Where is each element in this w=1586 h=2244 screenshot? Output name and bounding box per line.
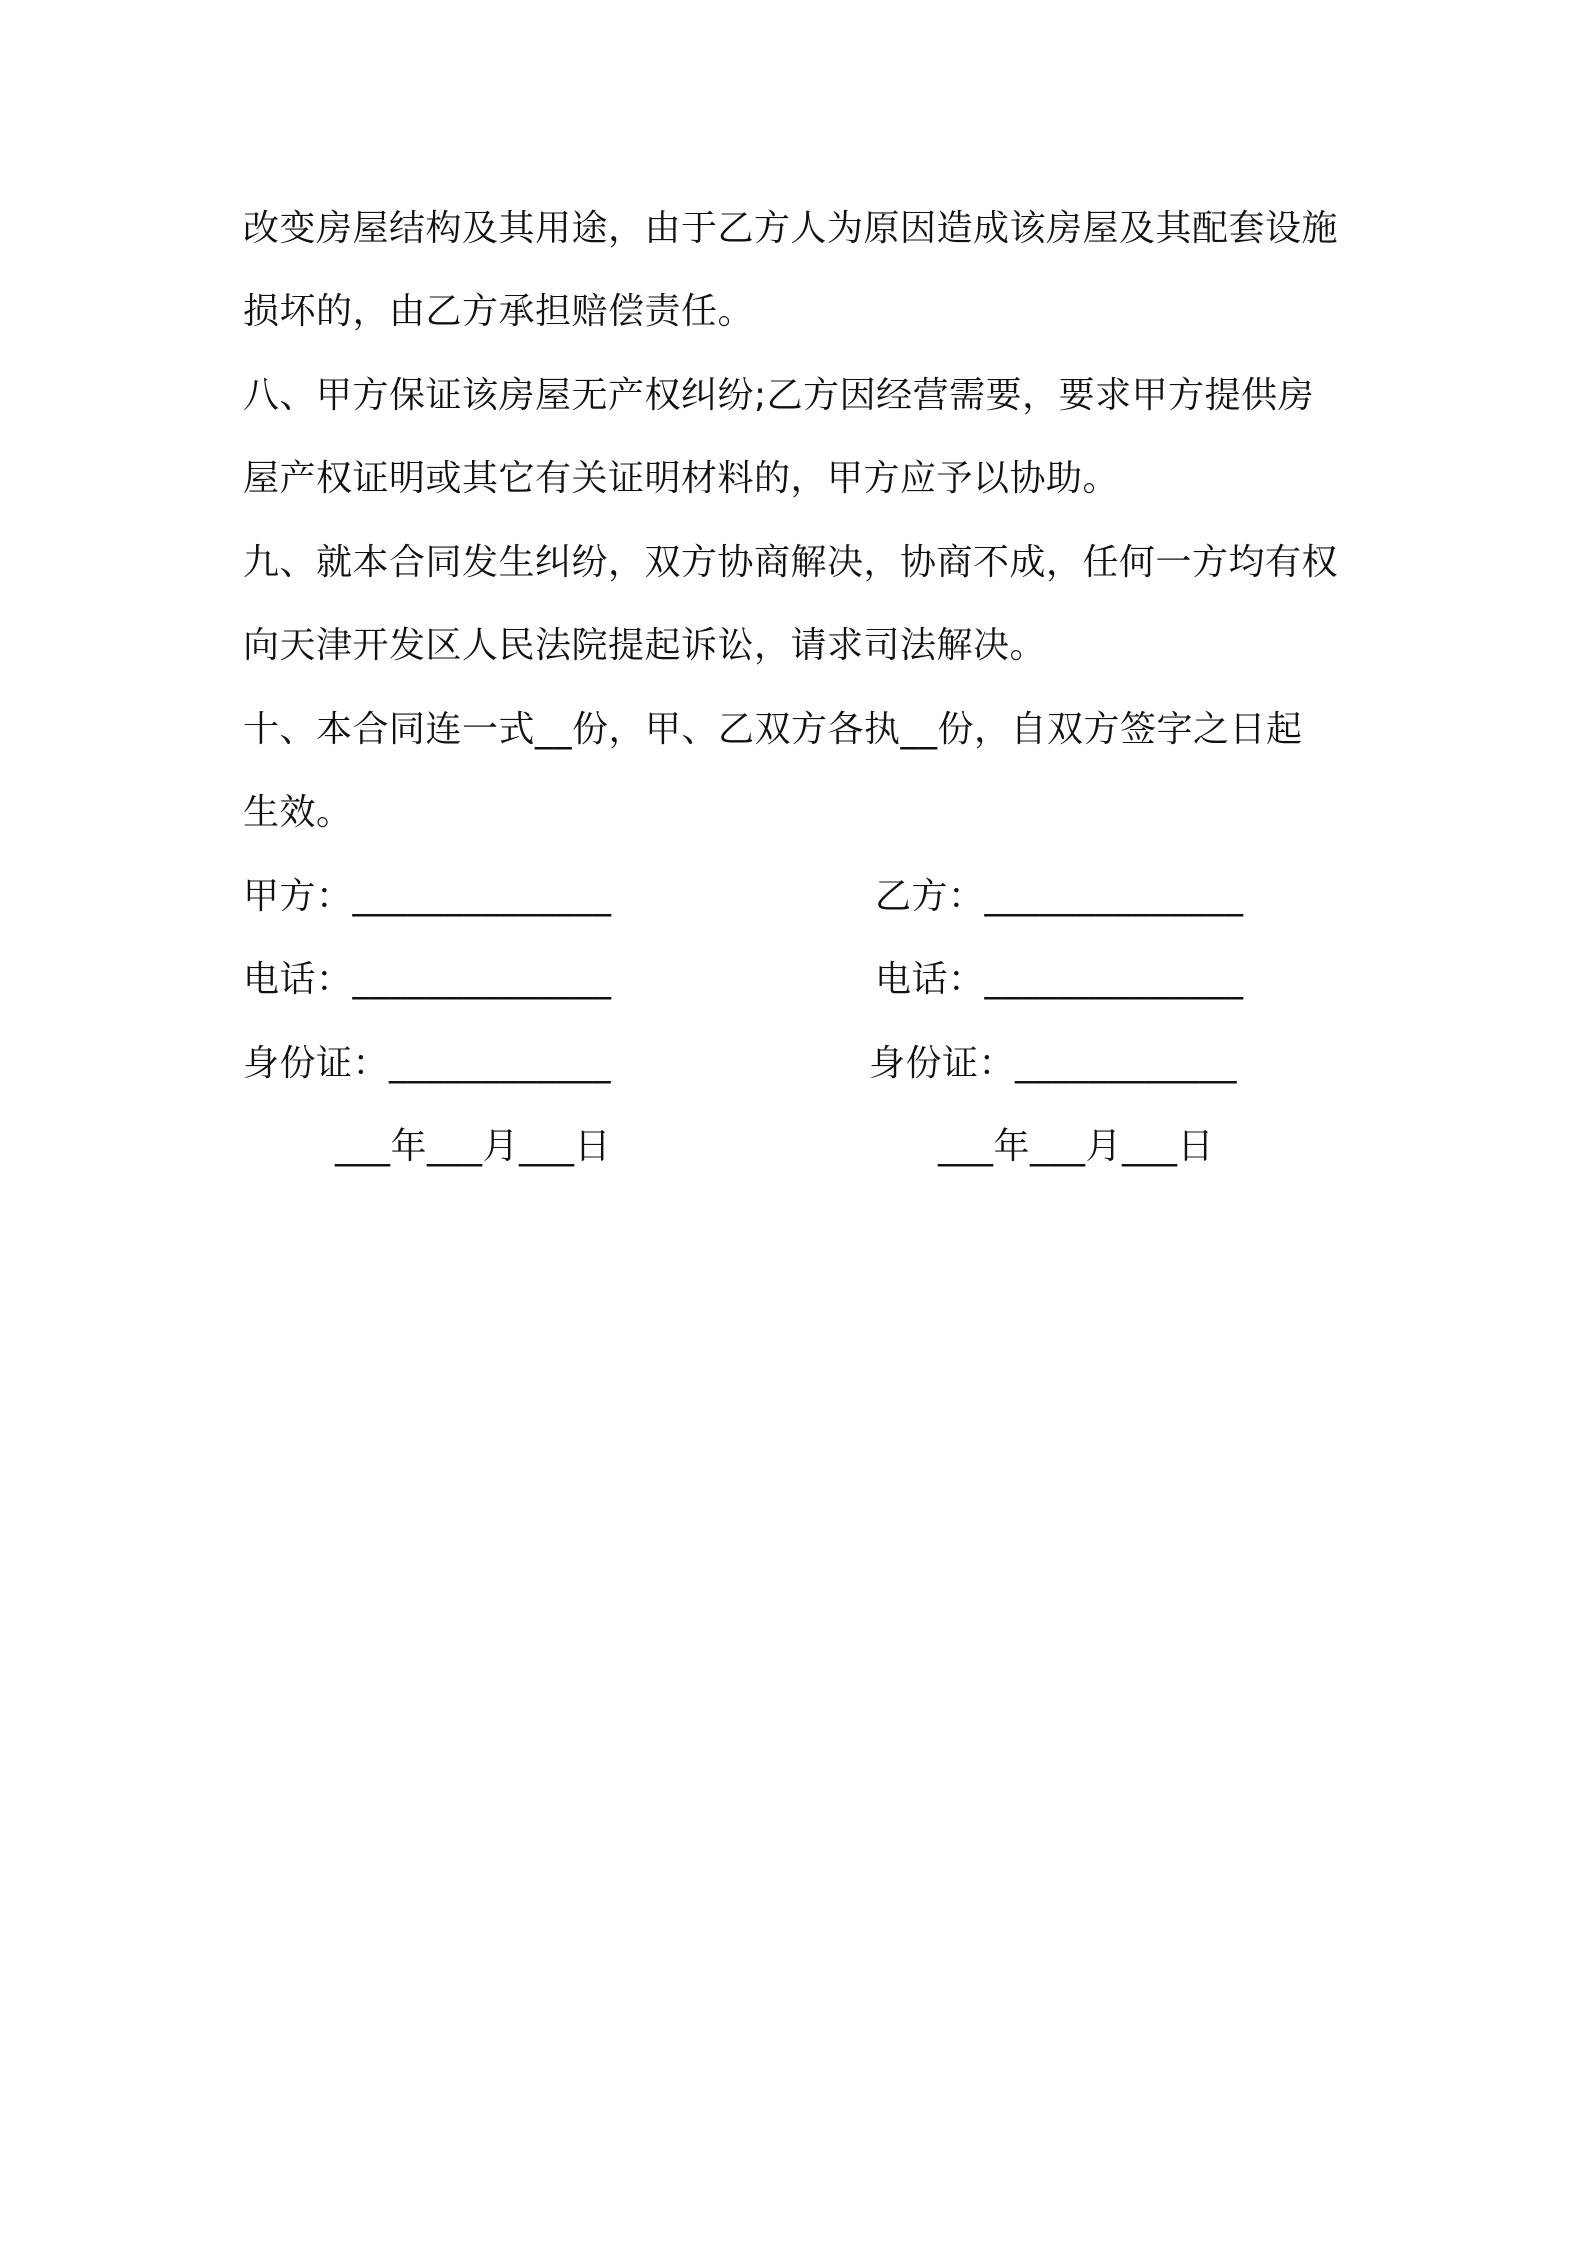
clause-9-line: 九、就本合同发生纠纷，双方协商解决，协商不成，任何一方均有权 [243, 542, 1339, 583]
paragraph-line: 改变房屋结构及其用途，由于乙方人为原因造成该房屋及其配套设施 [243, 208, 1339, 249]
date-a-field: ___年___月___日 [335, 1126, 612, 1167]
clause-8-line: 屋产权证明或其它有关证明材料的，甲方应予以协助。 [243, 458, 1120, 499]
date-b-field: ___年___月___日 [938, 1126, 1215, 1167]
clause-10-line: 十、本合同连一式__份，甲、乙双方各执__份，自双方签字之日起 [243, 709, 1303, 750]
id-b-field: 身份证：____________ [869, 1043, 1238, 1084]
party-b-field: 乙方：______________ [875, 876, 1244, 917]
phone-a-field: 电话：______________ [243, 959, 612, 1000]
phone-b-field: 电话：______________ [875, 959, 1244, 1000]
clause-9-line: 向天津开发区人民法院提起诉讼，请求司法解决。 [243, 625, 1047, 666]
party-a-field: 甲方：______________ [243, 876, 612, 917]
id-a-field: 身份证：____________ [243, 1043, 612, 1084]
paragraph-line: 损坏的，由乙方承担赔偿责任。 [243, 291, 755, 332]
clause-8-line: 八、甲方保证该房屋无产权纠纷;乙方因经营需要，要求甲方提供房 [243, 375, 1315, 416]
clause-10-line: 生效。 [243, 792, 353, 833]
